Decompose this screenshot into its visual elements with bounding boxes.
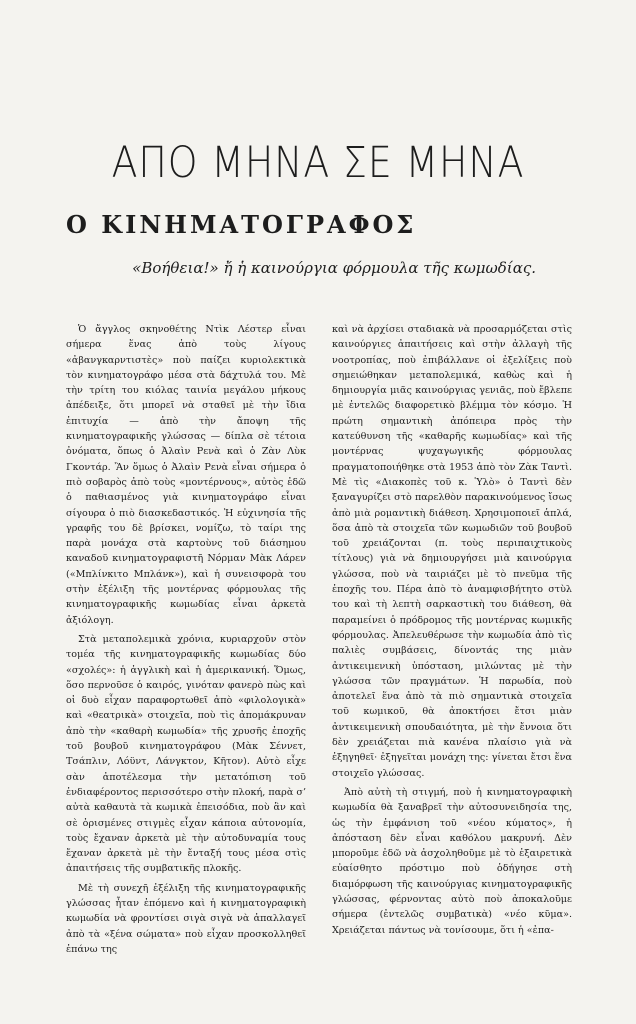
paragraph: Ὁ ἄγγλος σκηνοθέτης Ντὶκ Λέστερ εἶναι σήμερα ἕνας ἀπὸ τοὺς λίγους «ἀβανγκαρντιστὲς» ποὺ παίζει κυριολεκτικὰ τὸν κινηματογράφο μέσα στὰ δάχτυλά του. Μὲ τὴν τρίτη του κιόλας ταινία μεγάλου μήκους ἀπέδειξε, ὅτι μπορεῖ νὰ σταθεῖ μὲ τὴν ἴδια ἐπιτυχία — ἀπὸ τὴν ἄποψη τῆς κινηματογραφικῆς γλώσσας — δίπλα σὲ τέτοια ὀνόματα, ὅπως ὁ Ἀλαὶν Ρενὰ καὶ ὁ Ζὰν Λὺκ Γκοντάρ. Ἂν ὅμως ὁ Ἀλαὶν Ρενὰ εἶναι σήμερα ὁ πιὸ σοβαρὸς ἀπὸ τοὺς «μοντέρνους», αὐτὸς ἐδῶ ὁ παθιασμένος γιὰ κινηματογράφο εἶναι σίγουρα ὁ πιὸ διασκεδαστικός. Ἡ εὐχινησία τῆς γραφῆς του δὲ βρίσκει, νομίζω, τὸ ταίρι της παρὰ μονάχα στὰ καρτοὺνς τοῦ διάσημου καναδοῦ κινηματογραφιστῆ Νόρμαν Μὰκ Λάρεν («Μπλίνκιτο Μπλάνκ»), καὶ ἡ συνεισφορὰ του στὴν ἐξέλιξη τῆς μοντέρνας φόρμουλας τῆς κινηματογραφικῆς κωμωδίας εἶναι ἀρκετὰ ἀξιόλογη. xyxy=(66,324,306,626)
section-title: ΑΠΟ ΜΗΝΑ ΣΕ ΜΗΝΑ xyxy=(111,138,525,188)
left-column xyxy=(66,322,306,1012)
right-column xyxy=(332,322,572,1012)
paragraph: Μὲ τὴ συνεχῆ ἐξέλιξη τῆς κινηματογραφικῆς γλώσσας ἦταν ἑπόμενο καὶ ἡ κινηματογραφικὴ κωμωδία νὰ φροντίσει σιγὰ σιγὰ νὰ ἀπαλλαγεῖ ἀπὸ τὰ «ξένα σώματα» ποὺ εἶχαν προσκολληθεῖ ἐπάνω της xyxy=(66,882,306,955)
article-subtitle: «Βοήθεια!» ἤ ἡ καινούργια φόρμουλα τῆς κωμωδίας. xyxy=(132,259,536,277)
paragraph: Ἀπὸ αὐτὴ τὴ στιγμή, ποὺ ἡ κινηματογραφικὴ κωμωδία θὰ ξαναβρεῖ τὴν αὐτοσυνειδησία της, ὡς τὴν ἐμφάνιση τοῦ «νέου κύματος», ἡ ἀπόσταση δὲν εἶναι καθόλου μακρυνή. Δὲν μποροῦμε ἐδῶ νὰ ἀσχοληθοῦμε μὲ τὸ ἐξαιρετικὰ εὐαίσθητο πρόστιμο ποὺ ὁδήγησε στὴ διαμόρφωση τῆς καινούργιας κινηματογραφικῆς γλώσσας, φέρνοντας αὐτὸ ποὺ ἀποκαλοῦμε σήμερα (ἐντελῶς συμβατικὰ) «νέο κῦμα». Χρειάζεται πάντως νὰ τονίσουμε, ὅτι ἡ «ἐπα- xyxy=(332,786,572,936)
paragraph: καὶ νὰ ἀρχίσει σταδιακὰ νὰ προσαρμόζεται στὶς καινούργιες ἀπαιτήσεις καὶ στὴν ἀλλαγὴ τῆς νοοτροπίας, ποὺ ἐπιβάλλανε οἱ ἐξελίξεις ποὺ σημειώθηκαν μεταπολεμικά, καθὼς καὶ ἡ δημιουργία μιᾶς καινούργιας γενιᾶς, ποὺ ἔβλεπε μὲ ἐντελῶς διαφορετικὸ βλέμμα τὸν κόσμο. Ἡ πρώτη σημαντικὴ ἀπόπειρα πρὸς τὴν κατεύθυνση τῆς «καθαρῆς κωμωδίας» καὶ τῆς μοντέρνας ψυχαγωγικῆς φόρμουλας πραγματοποιήθηκε στὰ 1953 ἀπὸ τὸν Ζὰκ Ταντὶ. Μὲ τὶς «Διακοπὲς τοῦ κ. Ὑλὸ» ὁ Ταντὶ δὲν ξαναγυρίζει στὸ παρελθὸν παρακινούμενος ἴσως ἀπὸ μιὰ ρομαντικὴ διάθεση. Χρησιμοποιεῖ ἁπλά, ὅσα ἀπὸ τὰ στοιχεῖα τῶν κωμωδιῶν τοῦ βουβοῦ τοῦ χρειάζονται (π. τοὺς περιπαιχτικοὺς τίτλους) γιὰ νὰ δημιουργήσει μιὰ καινούργια γλώσσα, ποὺ νὰ ταιριάζει μὲ τὸ πνεῦμα τῆς ἐποχῆς του. Πέρα ἀπὸ τὸ ἀναμφισβήτητο στὺλ του καὶ τὴ λεπτὴ σαρκαστικὴ του διάθεση, θὰ παραμείνει ὁ πρόδρομος τῆς μοντέρνας κωμικῆς φόρμουλας. Ἀπελευθέρωσε τὴν κωμωδία ἀπὸ τὶς παλιὲς συμβάσεις, δίνοντάς της μιὰν ἀντικειμενικὴ ὑπόσταση, μιλώντας μὲ τὴν γλώσσα τῶν πραγμάτων. Ἡ παρωδία, ποὺ ἀποτελεῖ ἕνα ἀπὸ τὰ πιὸ σημαντικὰ στοιχεῖα τοῦ κωμικοῦ, θὰ ἀποκτήσει ἔτσι μιὰν ἀντικειμενικὴ σπουδαιότητα, μὲ τὴν ἔννοια ὅτι δὲν χρειάζεται πιὰ κανένα πλαίσιο γιὰ νὰ ἐξηγηθεῖ· ἐξηγεῖται μονάχη της: γίνεται ἔτσι ἕνα στοιχεῖο γλώσσας. xyxy=(332,324,572,779)
paragraph: Στὰ μεταπολεμικὰ χρόνια, κυριαρχοῦν στὸν τομέα τῆς κινηματογραφικῆς κωμωδίας δύο «σχολές»: ἡ ἀγγλικὴ καὶ ἡ ἀμερικανική. Ὅμως, ὅσο περνοῦσε ὁ καιρός, γινόταν φανερὸ πὼς καὶ οἱ δυὸ εἶχαν παραφορτωθεῖ ἀπὸ «φιλολογικὰ» καὶ «θεατρικὰ» στοιχεῖα, ποὺ τὶς ἀπομάκρυναν ἀπὸ τὴν «καθαρὴ κωμωδία» τῆς χρυσῆς ἐποχῆς τοῦ βουβοῦ κινηματογράφου (Μὰκ Σέννετ, Τσάπλιν, Λόϋντ, Λάνγκτον, Κῆτον). Αὐτὸ εἶχε σὰν ἀποτέλεσμα τὴν μετατόπιση τοῦ ἐνδιαφέροντος περισσότερο στὴν πλοκή, παρὰ σ’ αὐτὰ καθαυτὰ τὰ κωμικὰ ἐπεισόδια, ποὺ ἂν καὶ σὲ ὁρισμένες στιγμὲς εἶχαν κάποια αὐτονομία, τοὺς ἔχαναν ἀρκετὰ μὲ τὴν αὐτοδυναμία τους ἔχαναν ἀρκετὰ μὲ τὴν ἔνταξή τους μέσα στὶς ἀπαιτήσεις τῆς συμβατικῆς πλοκῆς. xyxy=(66,633,306,875)
article-body xyxy=(66,322,572,1012)
article-title: Ο ΚΙΝΗΜΑΤΟΓΡΑΦΟΣ xyxy=(66,210,417,239)
